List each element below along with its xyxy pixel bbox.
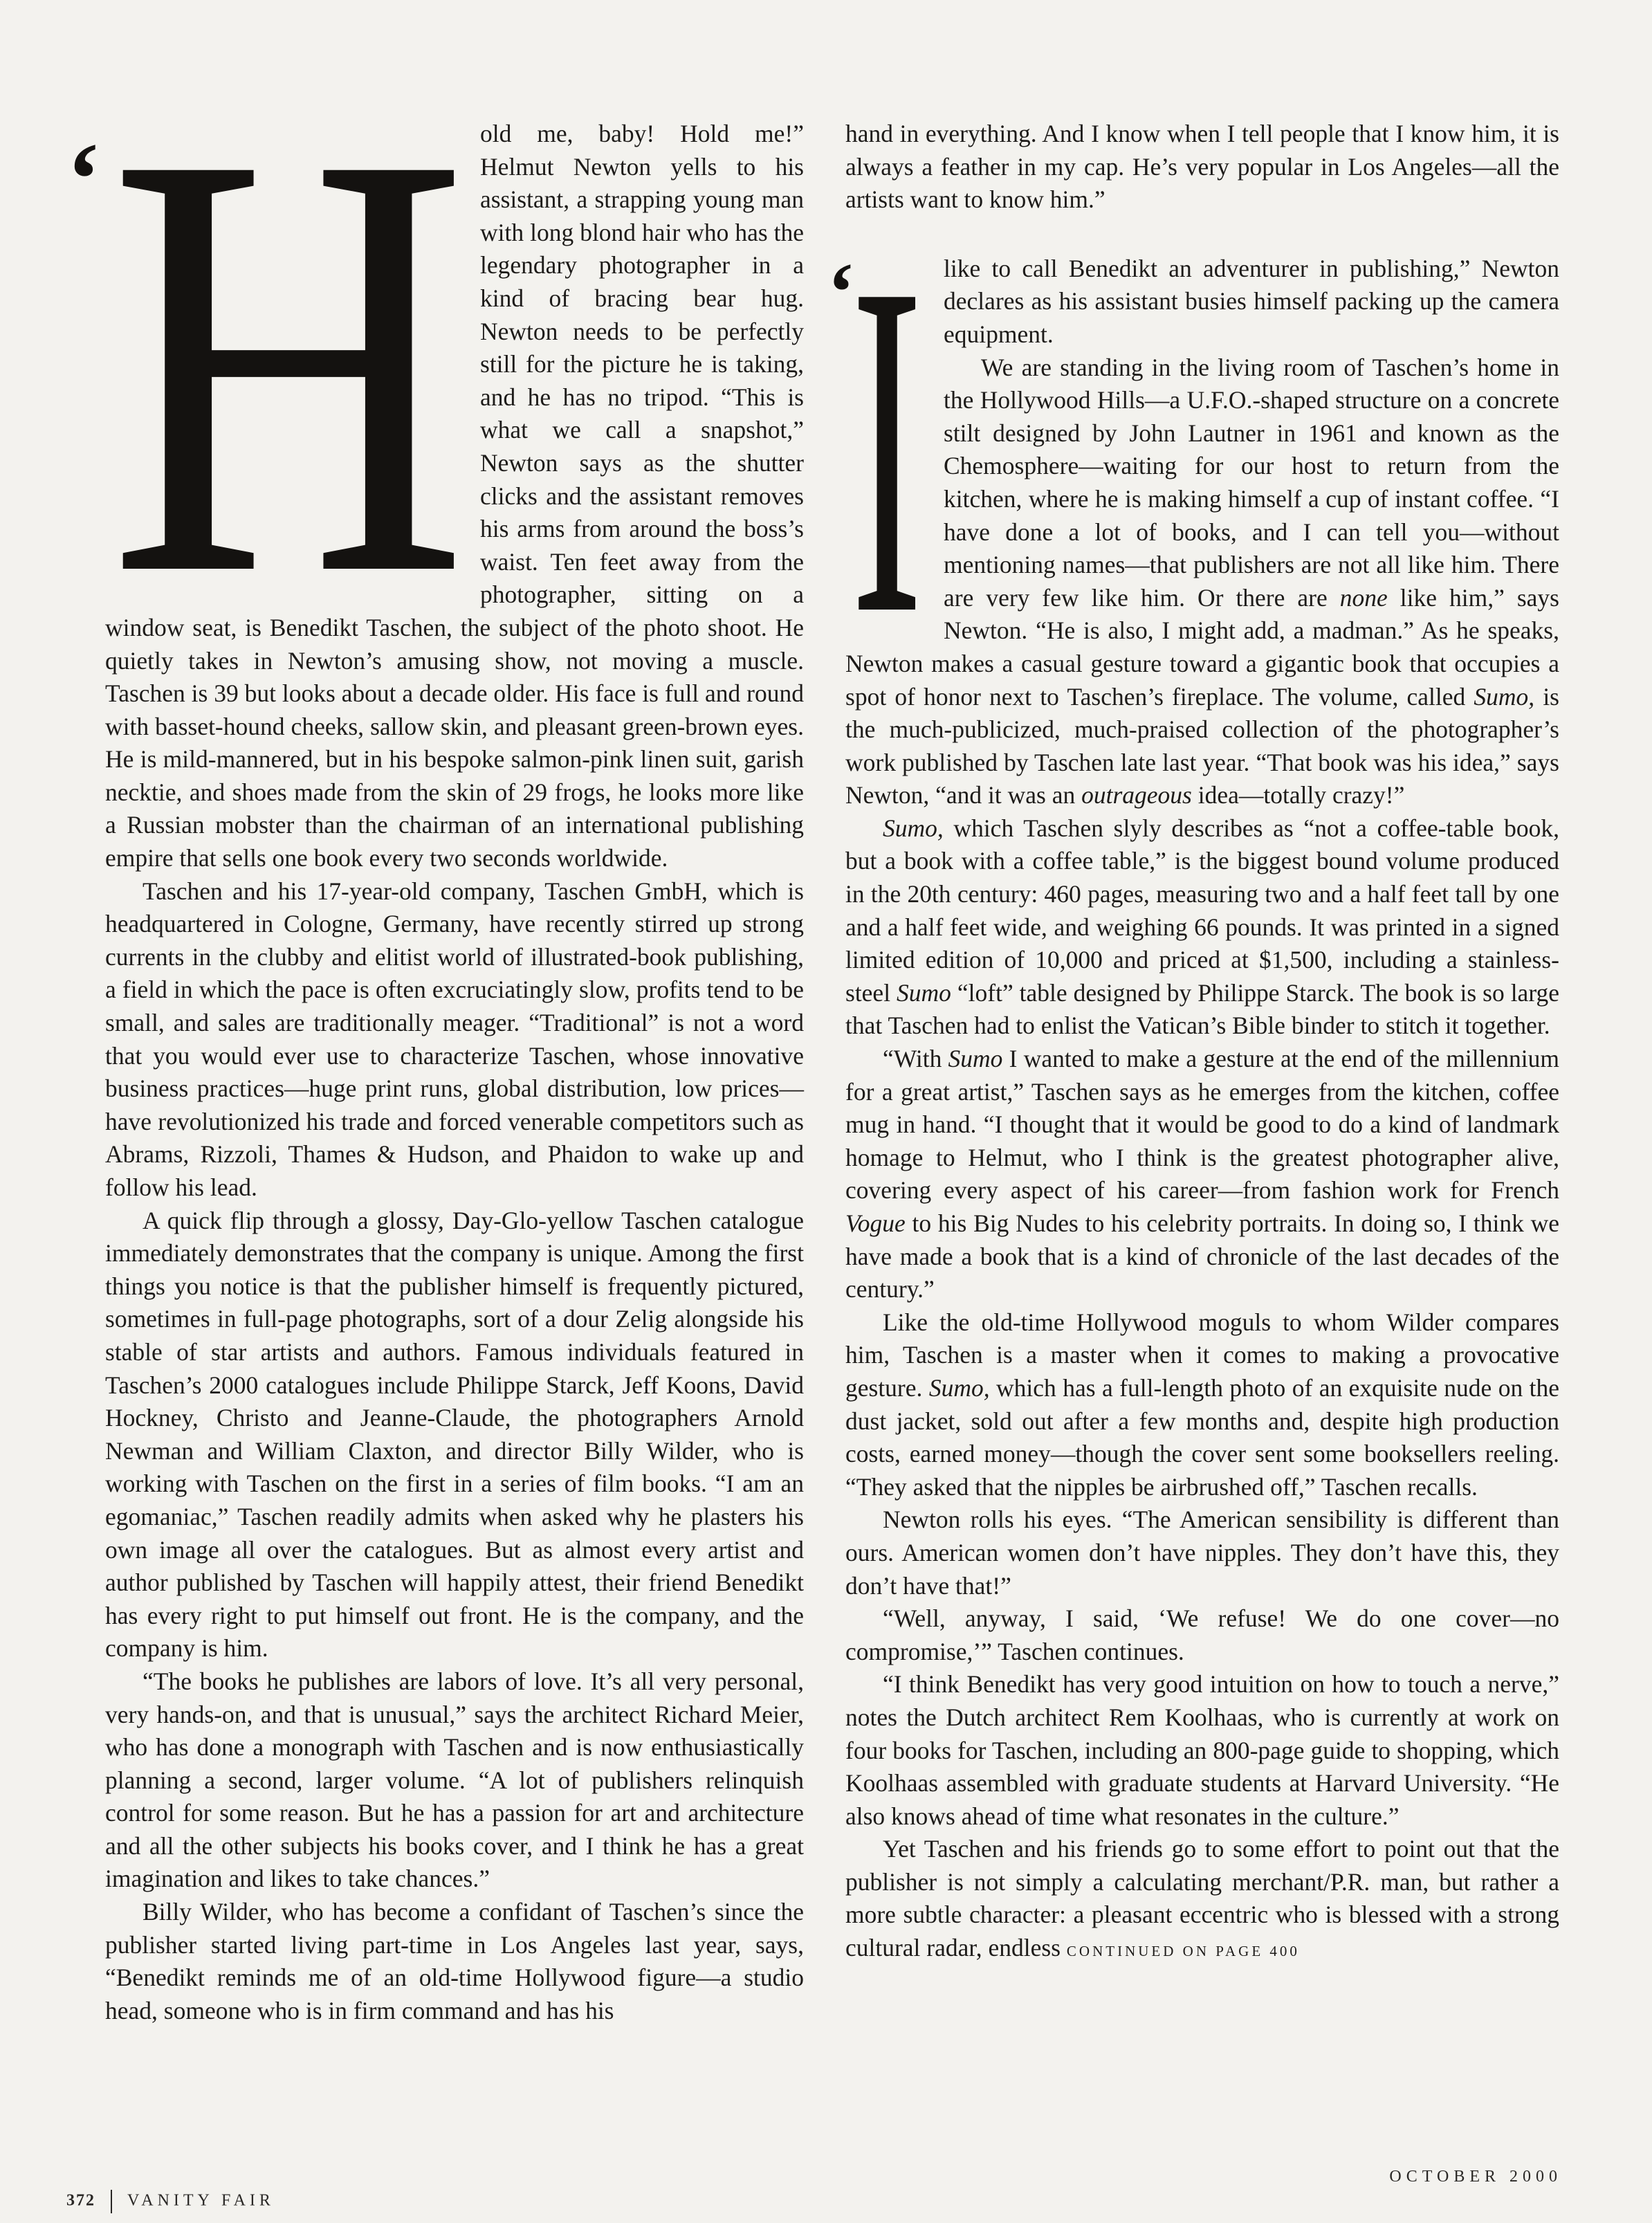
paragraph-standing	[845, 351, 1559, 812]
title-sumo: Sumo,	[928, 1373, 990, 1402]
standing-text-a: We are standing in the living room of Taschen’s home in the Hollywood Hills—a U.F.O.-shaped structure on a concrete stilt designed by John Lautner in 1961 and known as the Chemosphere—waiting for our host to return from the kitchen, where he is making himself a cup of instant coffee. “I have done a lot of books, and I can tell you—without mentioning names—that publishers are not all like him. There are very few like him. Or there are	[944, 353, 1559, 612]
like-text-b: which has a full-length photo of an exquisite nude on the dust jacket, sold out after a few months and, despite high production costs, earned money—though the cover sent some booksellers reeling. “They asked that the nipples be airbrushed off,” Taschen recalls.	[845, 1373, 1559, 1501]
drop-cap-i	[845, 265, 928, 618]
continued-on-page: CONTINUED ON PAGE 400	[1066, 1943, 1300, 1960]
title-vogue: Vogue	[845, 1209, 906, 1237]
emphasis-none: none	[1339, 583, 1388, 612]
issue-date: OCTOBER 2000	[1389, 2168, 1562, 2186]
paragraph-moguls	[845, 1306, 1559, 1504]
standing-text-b: like him,” says Newton. “He is also, I might add, a madman.” As he speaks, Newton makes a casual gesture toward a gigantic book that occupies a spot of honor next to Taschen’s fireplace. The volume, called	[845, 583, 1559, 711]
folio-left	[66, 2190, 275, 2213]
sumo-text-a: which Taschen slyly describes as “not a coffee-table book, but a book with a coffee table,” is the biggest bound volume produced in the 20th century: 460 pages, measuring two and a half feet tall by one and a half feet wide, and weighing 66 pounds. It was printed in a signed limited edition of 10,000 and priced at $1,500, including a stainless-steel	[845, 814, 1559, 1007]
like-text-a: Like the old-time Hollywood moguls to whom Wilder compares him, Taschen is a master when it comes to making a provocative gesture.	[845, 1308, 1559, 1402]
title-sumo: Sumo,	[1474, 682, 1535, 711]
with-text-c: to his Big Nudes to his celebrity portraits. In doing so, I think we have made a book that is a kind of chronicle of the last decades of the century.”	[845, 1209, 1559, 1303]
paragraph-opening: old me, baby! Hold me!” Helmut Newton yells to his assistant, a strapping young man with long blond hair who has the legendary photographer in a kind of bracing bear hug. Newton needs to be perfectly still for the picture he is taking, and he has no tripod. “This is what we call a snapshot,” Newton says as the shutter clicks and the assistant removes his arms from around the boss’s waist. Ten feet away from the photographer, sitting on a window seat, is Benedikt Taschen, the subject of the photo shoot. He quietly takes in Newton’s amusing show, not moving a muscle. Taschen is 39 but looks about a decade older. His face is full and round with basset-hound cheeks, sallow skin, and pleasant green-brown eyes. He is mild-mannered, but in his bespoke salmon-pink linen suit, garish necktie, and shoes made from the skin of 29 frogs, he looks more like a Russian mobster than the chairman of an international publishing empire that sells one book every two seconds worldwide.	[105, 120, 804, 872]
paragraph-sumo	[845, 812, 1559, 1043]
opening-quote-mark: ‘	[66, 122, 101, 237]
title-sumo: Sumo	[948, 1045, 1003, 1073]
paragraph-wilder: Billy Wilder, who has become a confidant of Taschen’s since the publisher started living part-time in Los Angeles last year, says, “Benedikt reminds me of an old-time Hollywood figure—a studio head, someone who is in firm command and has his	[105, 1898, 804, 2024]
paragraph-company: Taschen and his 17-year-old company, Taschen GmbH, which is headquartered in Cologne, Germany, have recently stirred up strong currents in the clubby and elitist world of illustrated-book publishing, a field in which the pace is often excruciatingly slow, profits tend to be small, and sales are traditionally meager. “Traditional” is not a word that you would ever use to characterize Taschen, whose innovative business practices—huge print runs, global distribution, low prices—have revolutionized his trade and forced venerable competitors such as Abrams, Rizzoli, Thames & Hudson, and Phaidon to wake up and follow his lead.	[105, 877, 804, 1201]
paragraph-meier-quote: “The books he publishes are labors of love. It’s all very personal, very hands-on, and that is unusual,” says the architect Richard Meier, who has done a monograph with Taschen and is now enthusiastically planning a second, larger volume. “A lot of publishers relinquish control for some reason. But he has a passion for art and architecture and all the other subjects his books cover, and I think he has a great imagination and likes to take chances.”	[105, 1667, 804, 1893]
magazine-name: VANITY FAIR	[127, 2191, 275, 2210]
drop-cap-i-glyph: I	[851, 264, 923, 618]
with-text-b: I wanted to make a gesture at the end of the millennium for a great artist,” Taschen says as he emerges from the kitchen, coffee mug in hand. “I thought that it would be good to do a kind of landmark homage to Helmut, who I think is the greatest photographer alive, covering every aspect of his career—from fashion work for French	[845, 1045, 1559, 1205]
paragraph-with-sumo	[845, 1043, 1559, 1306]
paragraph-wilder-continued: hand in everything. And I know when I tell people that I know him, it is always a feather in my cap. He’s very popular in Los Angeles—all the artists want to know him.”	[845, 120, 1559, 214]
drop-cap-h-glyph: H	[109, 133, 468, 581]
page-number: 372	[66, 2191, 95, 2210]
paragraph-we-refuse: “Well, anyway, I said, ‘We refuse! We do one cover—no compromise,’” Taschen continues.	[845, 1604, 1559, 1665]
emphasis-outrageous: outrageous	[1081, 781, 1192, 809]
paragraph-newton-rolls: Newton rolls his eyes. “The American sensibility is different than ours. American women don’t have nipples. They don’t have this, they don’t have that!”	[845, 1506, 1559, 1600]
paragraph-catalogue: A quick flip through a glossy, Day-Glo-yellow Taschen catalogue immediately demonstrates that the company is unique. Among the first things you notice is that the publisher himself is frequently pictured, sometimes in full-page photographs, sort of a dour Zelig alongside his stable of star artists and authors. Famous individuals featured in Taschen’s 2000 catalogues include Philippe Starck, Jeff Koons, David Hockney, Christo and Jeanne-Claude, the photographers Arnold Newman and William Claxton, and director Billy Wilder, who is working with Taschen on the first in a series of film books. “I am an egomaniac,” Taschen readily admits when asked why he plasters his own image all over the catalogues. But as almost every artist and author published by Taschen will happily attest, their friend Benedikt has every right to put himself out front. He is the company, and the company is him.	[105, 1206, 804, 1663]
eccentric-text: Yet Taschen and his friends go to some effort to point out that the publisher is not simply a calculating merchant/P.R. man, but rather a more subtle character: a pleasant eccentric who is blessed with a strong cultural radar, endless	[845, 1835, 1559, 1962]
paragraph-eccentric	[845, 1833, 1559, 1968]
drop-cap-h	[105, 133, 472, 581]
sumo-text-b: “loft” table designed by Philippe Starck. The book is so large that Taschen had to enlist the Vatican’s Bible binder to stitch it together.	[845, 978, 1560, 1040]
standing-text-d: idea—totally crazy!”	[1191, 781, 1405, 809]
title-sumo: Sumo	[897, 978, 951, 1007]
article-column-left	[105, 118, 804, 2027]
adventurer-text: like to call Benedikt an adventurer in publishing,” Newton declares as his assistant busies himself packing up the camera equipment.	[944, 254, 1559, 348]
folio-divider	[111, 2190, 112, 2213]
article-column-right	[845, 118, 1559, 1968]
standing-text-c: is the much-publicized, much-praised collection of the photographer’s work published by Taschen late last year. “That book was his idea,” says Newton, “and it was an	[845, 682, 1559, 809]
title-sumo: Sumo,	[883, 814, 944, 842]
with-text-a: “With	[883, 1045, 948, 1073]
paragraph-koolhaas: “I think Benedikt has very good intuition on how to touch a nerve,” notes the Dutch architect Rem Koolhaas, who is currently at work on four books for Taschen, including an 800-page guide to shopping, which Koolhaas assembled with graduate students at Harvard University. “He also knows ahead of time what resonates in the culture.”	[845, 1670, 1559, 1830]
opening-quote-mark-2: ‘	[827, 246, 855, 338]
